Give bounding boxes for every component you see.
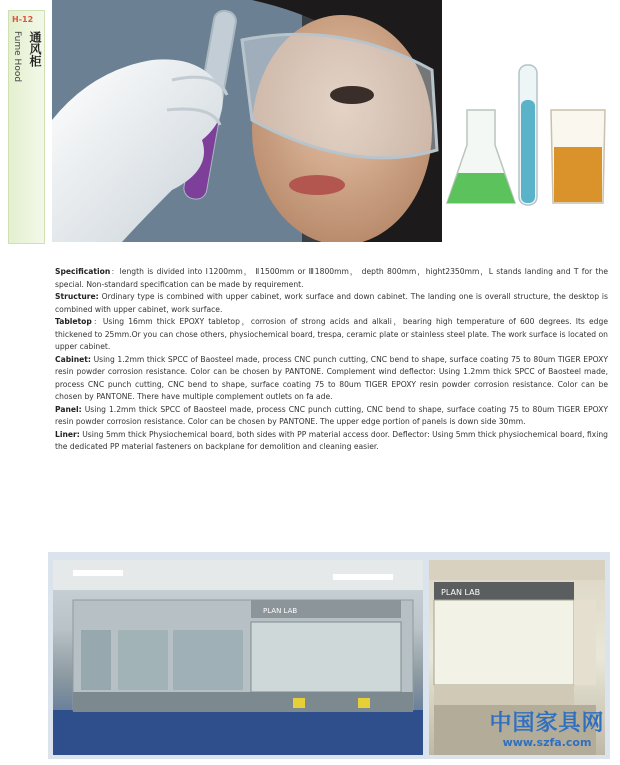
hero-photo-scientist	[52, 0, 442, 242]
spec-key: Liner:	[55, 429, 80, 439]
spec-key: Specification	[55, 267, 111, 276]
spec-value: Ordinary type is combined with upper cabinet, work surface and down cabinet. The landing one is overall structure, the desktop is combined with upper cabinet, work surface.	[55, 292, 608, 314]
spec-value: length is divided into Ⅰ1200mm， Ⅱ1500mm or Ⅲ1800mm， depth 800mm，hight2350mm，L stands landing and T for the special. Non-standard specification can be made by requirement.	[55, 267, 608, 289]
hood-brand-label: PLAN LAB	[441, 588, 481, 597]
watermark-url: www.szfa.com	[502, 736, 592, 749]
product-title-cn: 通风柜	[28, 31, 42, 67]
spec-separator: ：	[91, 317, 103, 326]
category-side-tab	[8, 10, 45, 244]
beakers-photo	[445, 55, 610, 213]
spec-value: Using 16mm thick EPOXY tabletop，corrosion of strong acids and alkali，bearing high temperature of 600 degrees. Its edge thickened to 25mm.Or you can chose others, physiochemical board, trespa, ceramic plate or stainless steel plate. The work surface is located on upper cabinet.	[55, 317, 608, 351]
spec-paragraph	[55, 291, 608, 316]
beakers-illustration	[445, 55, 610, 213]
site-watermark	[482, 712, 612, 749]
lab-room-photo	[53, 560, 423, 755]
product-code: H-12	[12, 15, 34, 24]
scientist-illustration	[52, 0, 442, 242]
hood-brand-label: PLAN LAB	[263, 607, 298, 615]
spec-paragraph	[55, 429, 608, 454]
spec-value: Using 1.2mm thick SPCC of Baosteel made, process CNC punch cutting, CNC bend to shape, surface coating 75 to 80um TIGER EPOXY resin powder corrosion resistance. Color can be chosen by PANTONE. The upper edge portion of panels is down side 30mm.	[55, 404, 608, 426]
spec-separator: ：	[110, 267, 120, 276]
spec-key: Panel:	[55, 404, 82, 414]
spec-key: Cabinet:	[55, 354, 91, 364]
spec-key: Tabletop	[55, 317, 92, 326]
spec-value: Using 5mm thick Physiochemical board, both sides with PP material access door. Deflector: Using 5mm thick physiochemical board, fixing the dedicated PP material fasteners on backplane for demolition and cleaning easier.	[55, 429, 608, 451]
specification-text	[55, 266, 608, 454]
watermark-title: 中国家具网	[489, 711, 605, 736]
spec-paragraph	[55, 404, 608, 429]
spec-paragraph	[55, 354, 608, 404]
fume-hood-row-illustration	[53, 560, 423, 755]
product-title-en: Fume Hood	[12, 31, 22, 83]
spec-key: Structure:	[55, 292, 99, 301]
spec-paragraph	[55, 316, 608, 354]
spec-value: Using 1.2mm thick SPCC of Baosteel made, process CNC punch cutting, CNC bend to shape, surface coating 75 to 80um TIGER EPOXY resin powder corrosion resistance. Color can be chosen by PANTONE. Complement wind deflector: Using 1.2mm thick SPCC of Baosteel made, process CNC punch cutting, CNC bend to shape, surface coating 75 to 80um TIGER EPOXY resin powder corrosion resistance. Color can be chosen by PANTONE. There have multiple complement outlets on fa ade.	[55, 354, 608, 401]
spec-paragraph	[55, 266, 608, 291]
